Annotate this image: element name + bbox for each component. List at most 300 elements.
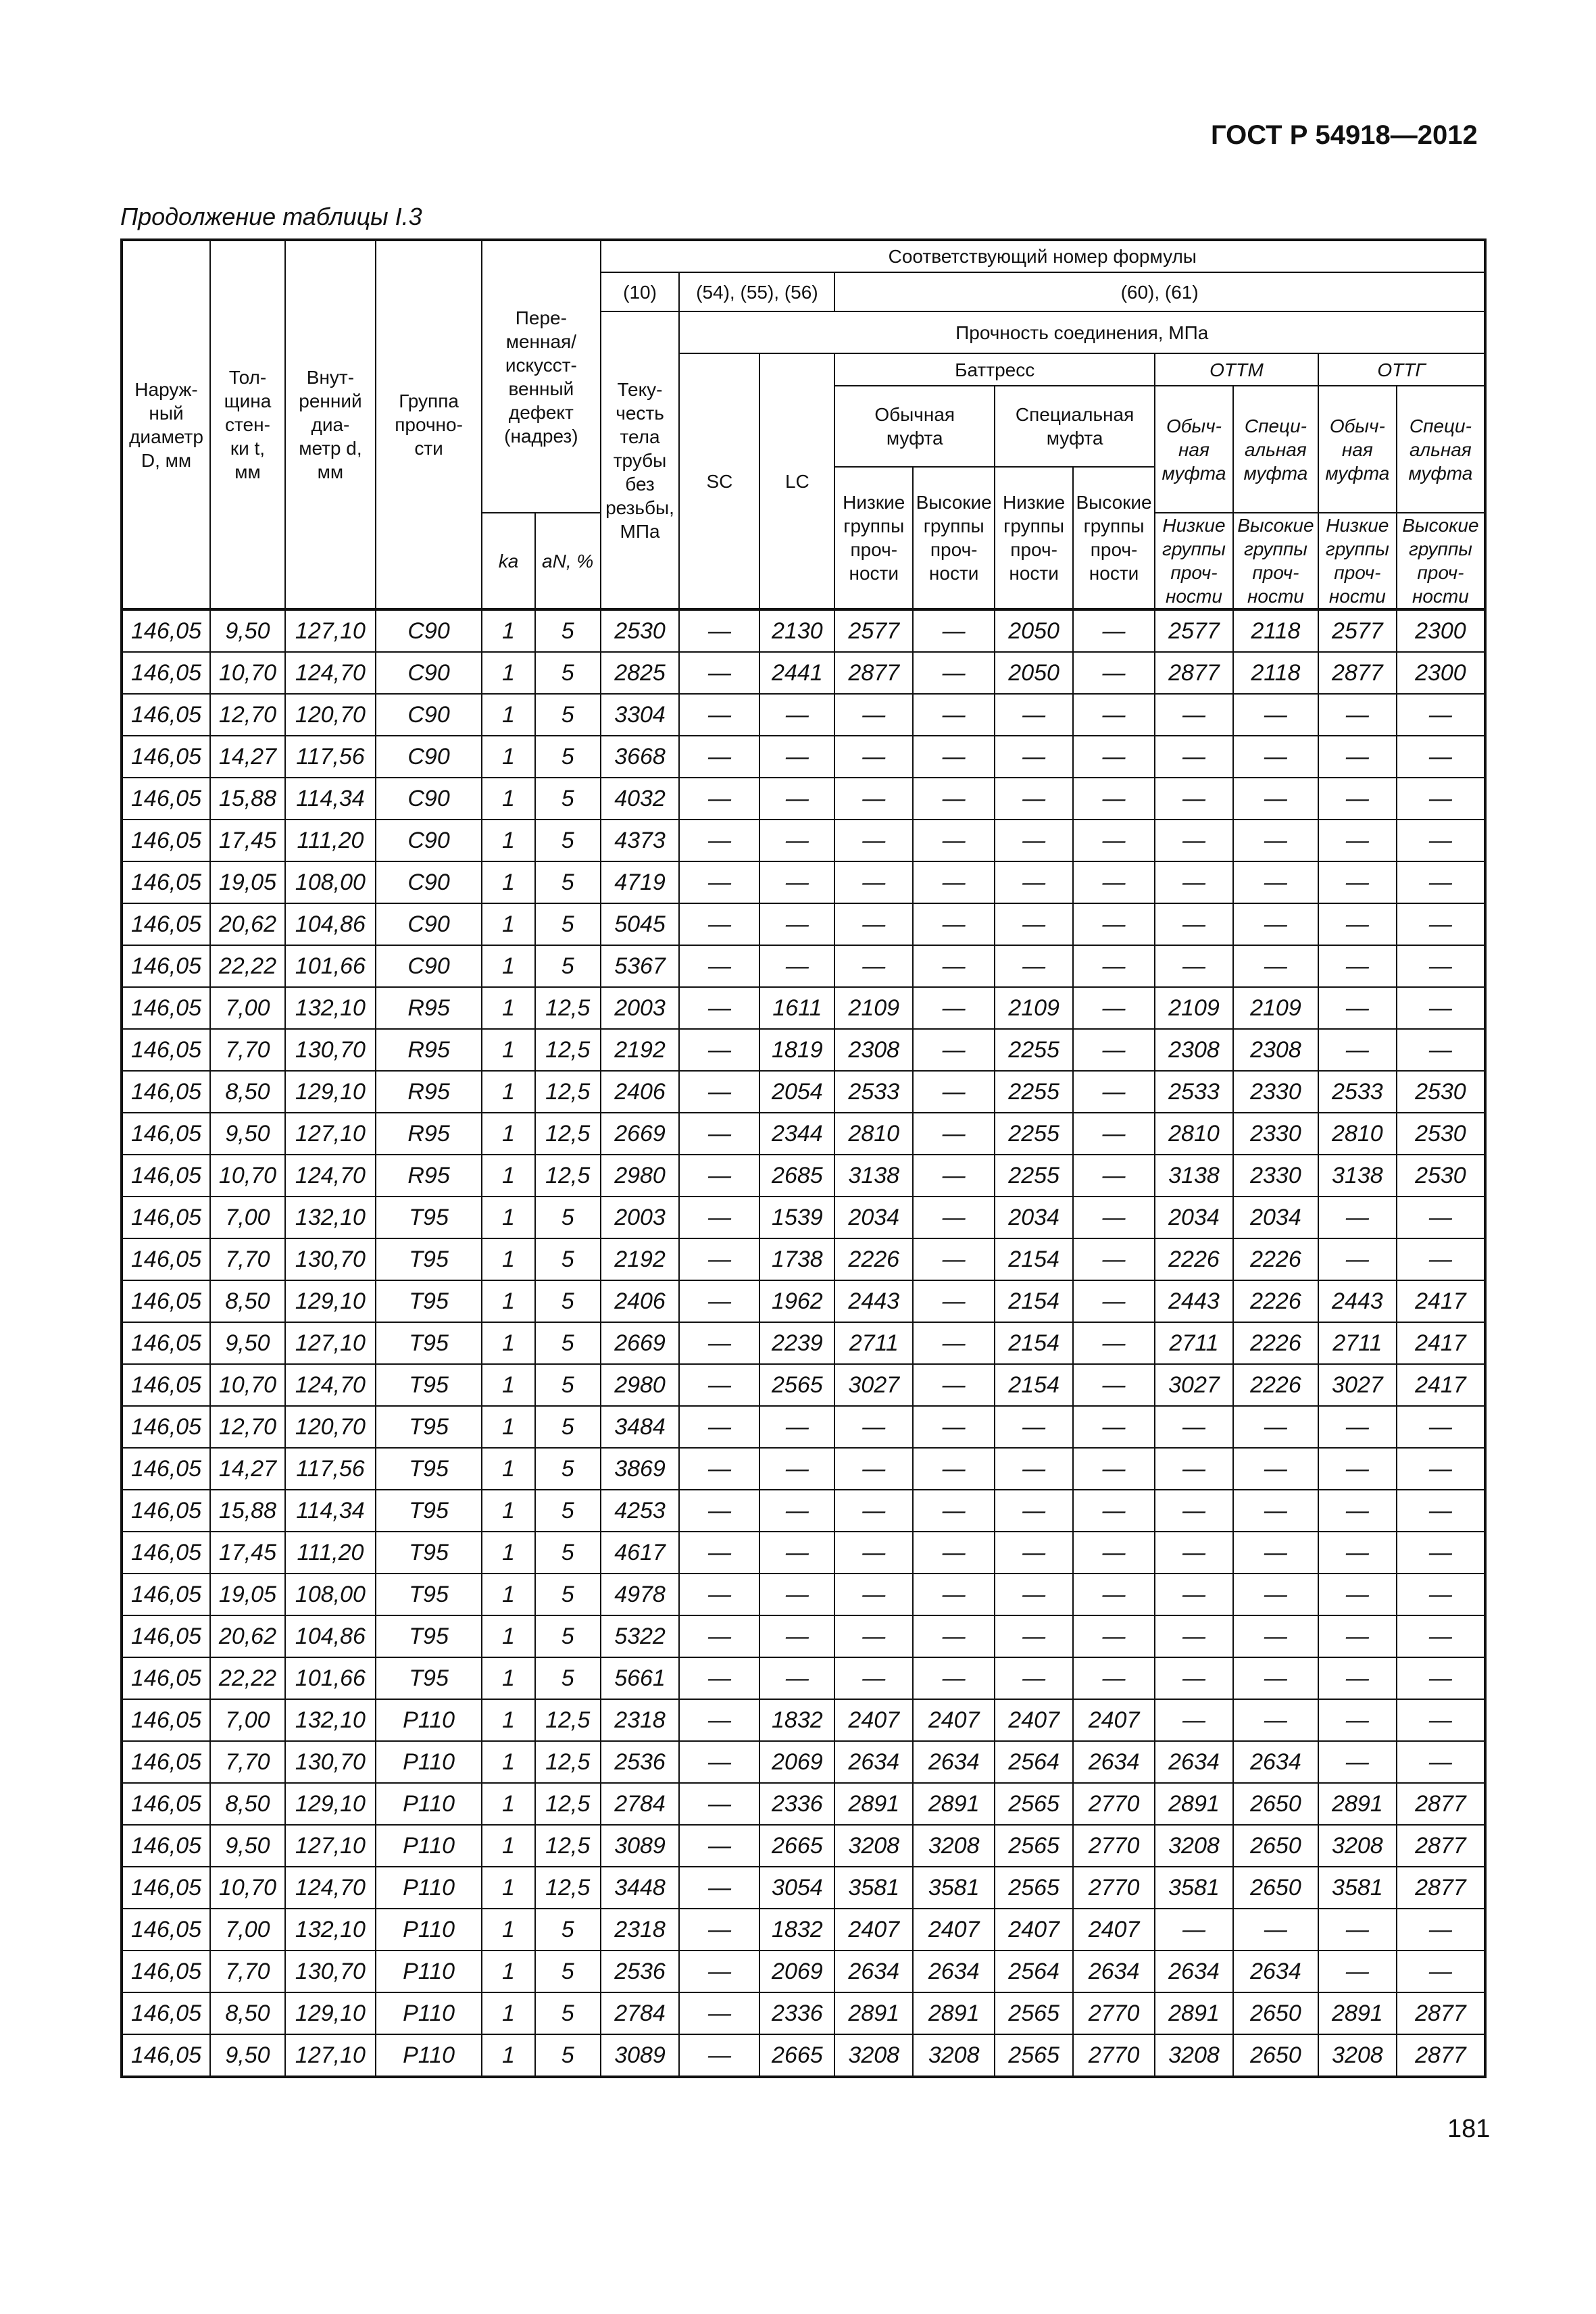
table-cell: — — [1233, 694, 1318, 736]
table-cell: P110 — [376, 1992, 482, 2034]
table-cell: — — [1073, 1657, 1155, 1699]
table-cell: 146,05 — [122, 778, 210, 820]
table-cell: 129,10 — [285, 1071, 376, 1113]
col-strength-group: Группа прочно- сти — [376, 240, 482, 609]
table-cell: — — [995, 694, 1073, 736]
table-cell: — — [1318, 1699, 1397, 1741]
table-cell: P110 — [376, 1783, 482, 1825]
table-cell: 2109 — [995, 987, 1073, 1029]
table-cell: — — [759, 861, 834, 903]
table-cell: 10,70 — [210, 652, 285, 694]
table-cell: 5 — [535, 945, 601, 987]
table-cell: — — [834, 945, 913, 987]
table-cell: 2669 — [601, 1322, 680, 1364]
table-cell: — — [1397, 1238, 1485, 1280]
table-cell: 132,10 — [285, 1699, 376, 1741]
table-cell: — — [913, 1490, 995, 1532]
table-cell: 3138 — [834, 1155, 913, 1197]
table-cell: — — [834, 1448, 913, 1490]
table-cell: 5 — [535, 2034, 601, 2077]
table-cell: 1 — [482, 861, 535, 903]
table-cell: 20,62 — [210, 1615, 285, 1657]
table-cell: 7,70 — [210, 1741, 285, 1783]
table-cell: — — [1073, 1029, 1155, 1071]
table-cell: — — [1397, 778, 1485, 820]
table-cell: — — [679, 652, 759, 694]
table-cell: — — [1073, 1615, 1155, 1657]
table-cell: 2565 — [759, 1364, 834, 1406]
table-cell: 3581 — [1155, 1867, 1233, 1909]
table-cell: — — [995, 1532, 1073, 1574]
table-cell: — — [679, 903, 759, 945]
table-row — [122, 1992, 1485, 2034]
table-cell: 3089 — [601, 2034, 680, 2077]
table-cell: 111,20 — [285, 1532, 376, 1574]
table-cell: 129,10 — [285, 1783, 376, 1825]
table-cell: — — [913, 1197, 995, 1238]
table-cell: — — [1073, 1532, 1155, 1574]
table-cell: 127,10 — [285, 609, 376, 652]
table-cell: 7,00 — [210, 1699, 285, 1741]
table-cell: T95 — [376, 1280, 482, 1322]
table-cell: 2407 — [834, 1909, 913, 1951]
table-cell: 146,05 — [122, 2034, 210, 2077]
table-cell: 2330 — [1233, 1071, 1318, 1113]
table-row — [122, 1280, 1485, 1322]
table-cell: P110 — [376, 1867, 482, 1909]
table-cell: — — [834, 736, 913, 778]
table-cell: — — [995, 778, 1073, 820]
joint-strength-header: Прочность соединения, МПа — [679, 311, 1485, 353]
table-cell: 10,70 — [210, 1364, 285, 1406]
table-cell: 2192 — [601, 1238, 680, 1280]
table-cell: 9,50 — [210, 2034, 285, 2077]
table-cell: — — [1397, 1406, 1485, 1448]
table-cell: — — [679, 2034, 759, 2077]
table-cell: 130,70 — [285, 1951, 376, 1992]
table-cell: — — [834, 1574, 913, 1615]
table-cell: 2154 — [995, 1322, 1073, 1364]
table-cell: 146,05 — [122, 694, 210, 736]
table-cell: 146,05 — [122, 609, 210, 652]
page-number: 181 — [1447, 2115, 1491, 2143]
table-cell: — — [1233, 1448, 1318, 1490]
table-cell: 129,10 — [285, 1280, 376, 1322]
table-cell: — — [1318, 694, 1397, 736]
table-cell: 5 — [535, 1532, 601, 1574]
table-cell: C90 — [376, 652, 482, 694]
table-cell: R95 — [376, 1071, 482, 1113]
table-cell: 2226 — [1233, 1322, 1318, 1364]
table-cell: 1 — [482, 1657, 535, 1699]
table-cell: 1 — [482, 1783, 535, 1825]
table-cell: — — [1318, 903, 1397, 945]
table-cell: — — [1233, 861, 1318, 903]
table-row — [122, 652, 1485, 694]
table-cell: 1962 — [759, 1280, 834, 1322]
table-cell: 3054 — [759, 1867, 834, 1909]
table-cell: 129,10 — [285, 1992, 376, 2034]
table-cell: — — [1073, 987, 1155, 1029]
table-cell: — — [679, 861, 759, 903]
table-cell: 132,10 — [285, 987, 376, 1029]
table-cell: 117,56 — [285, 1448, 376, 1490]
table-cell: 1 — [482, 1825, 535, 1867]
table-cell: 2634 — [1073, 1741, 1155, 1783]
table-cell: 2034 — [834, 1197, 913, 1238]
formula-10: (10) — [601, 272, 680, 311]
table-cell: 2109 — [834, 987, 913, 1029]
table-cell: 146,05 — [122, 1029, 210, 1071]
table-cell: — — [679, 1322, 759, 1364]
table-cell: 1 — [482, 1867, 535, 1909]
table-cell: 146,05 — [122, 1448, 210, 1490]
table-cell: — — [913, 736, 995, 778]
table-cell: 5 — [535, 1992, 601, 2034]
table-cell: — — [1397, 861, 1485, 903]
table-cell: 146,05 — [122, 861, 210, 903]
table-cell: — — [679, 820, 759, 861]
table-cell: 146,05 — [122, 1657, 210, 1699]
table-cell: T95 — [376, 1448, 482, 1490]
table-cell: 2069 — [759, 1951, 834, 1992]
table-cell: 2406 — [601, 1071, 680, 1113]
table-cell: 111,20 — [285, 820, 376, 861]
table-cell: 2565 — [995, 1825, 1073, 1867]
table-cell: 2565 — [995, 1992, 1073, 2034]
table-cell: — — [679, 1448, 759, 1490]
formula-60-61: (60), (61) — [834, 272, 1485, 311]
table-cell: — — [995, 945, 1073, 987]
table-cell: 2330 — [1233, 1155, 1318, 1197]
table-cell: 12,5 — [535, 1155, 601, 1197]
table-cell: 2308 — [1155, 1029, 1233, 1071]
table-cell: 1819 — [759, 1029, 834, 1071]
table-cell: — — [1233, 1574, 1318, 1615]
table-cell: — — [913, 1532, 995, 1574]
table-row — [122, 1238, 1485, 1280]
table-cell: 117,56 — [285, 736, 376, 778]
table-cell: — — [679, 736, 759, 778]
table-cell: — — [759, 945, 834, 987]
table-row — [122, 1783, 1485, 1825]
table-row — [122, 1615, 1485, 1657]
table-cell: — — [1397, 1197, 1485, 1238]
table-cell: 2407 — [995, 1909, 1073, 1951]
col-an: aN, % — [535, 513, 601, 609]
buttress-regular-coupling: Обычная муфта — [834, 386, 995, 467]
table-cell: 2891 — [913, 1783, 995, 1825]
table-cell: — — [913, 903, 995, 945]
table-cell: 2109 — [1155, 987, 1233, 1029]
table-cell: 124,70 — [285, 652, 376, 694]
table-cell: 3138 — [1155, 1155, 1233, 1197]
table-cell: — — [913, 1029, 995, 1071]
col-defect: Пере- менная/ искусст- венный дефект (надрез) — [482, 240, 600, 513]
table-cell: 1 — [482, 1448, 535, 1490]
table-cell: 2685 — [759, 1155, 834, 1197]
table-cell: — — [995, 1448, 1073, 1490]
table-cell: 1 — [482, 1490, 535, 1532]
table-cell: 1 — [482, 1992, 535, 2034]
table-cell: 5 — [535, 1951, 601, 1992]
table-cell: 9,50 — [210, 1825, 285, 1867]
table-cell: — — [1155, 1909, 1233, 1951]
table-cell: 5 — [535, 736, 601, 778]
table-cell: 2003 — [601, 1197, 680, 1238]
table-cell: 5367 — [601, 945, 680, 987]
table-cell: 1 — [482, 1197, 535, 1238]
table-cell: — — [1073, 945, 1155, 987]
table-cell: 1 — [482, 1951, 535, 1992]
table-cell: 146,05 — [122, 903, 210, 945]
table-cell: 10,70 — [210, 1867, 285, 1909]
table-cell: — — [913, 1364, 995, 1406]
table-cell: 2877 — [1155, 652, 1233, 694]
table-cell: — — [1155, 945, 1233, 987]
table-cell: — — [1073, 1113, 1155, 1155]
table-cell: 19,05 — [210, 1574, 285, 1615]
table-cell: — — [759, 1448, 834, 1490]
table-cell: 3869 — [601, 1448, 680, 1490]
table-cell: 7,00 — [210, 1909, 285, 1951]
table-cell: 1 — [482, 1741, 535, 1783]
table-row — [122, 1574, 1485, 1615]
table-cell: — — [995, 820, 1073, 861]
table-cell: 108,00 — [285, 1574, 376, 1615]
table-cell: — — [1073, 1071, 1155, 1113]
table-cell: — — [1073, 609, 1155, 652]
table-cell: — — [679, 1238, 759, 1280]
table-cell: — — [834, 861, 913, 903]
table-cell: 12,5 — [535, 1741, 601, 1783]
table-cell: 4719 — [601, 861, 680, 903]
table-cell: — — [913, 820, 995, 861]
table-cell: 2877 — [1397, 1783, 1485, 1825]
table-cell: 7,70 — [210, 1029, 285, 1071]
table-cell: 146,05 — [122, 1532, 210, 1574]
table-cell: 2770 — [1073, 1783, 1155, 1825]
table-row — [122, 1406, 1485, 1448]
table-cell: 130,70 — [285, 1741, 376, 1783]
table-cell: 1 — [482, 987, 535, 1029]
table-cell: — — [679, 609, 759, 652]
table-cell: 3208 — [1318, 1825, 1397, 1867]
table-cell: — — [679, 1406, 759, 1448]
table-cell: — — [1073, 1197, 1155, 1238]
table-cell: — — [679, 1197, 759, 1238]
ottg-regular-low: Низкие группы проч- ности — [1318, 513, 1397, 609]
table-cell: — — [995, 1657, 1073, 1699]
table-cell: 5 — [535, 1448, 601, 1490]
table-cell: R95 — [376, 1113, 482, 1155]
table-cell: — — [1233, 1699, 1318, 1741]
table-cell: 5 — [535, 1238, 601, 1280]
table-cell: 1 — [482, 1071, 535, 1113]
table-cell: — — [1397, 1699, 1485, 1741]
table-cell: 1 — [482, 778, 535, 820]
table-cell: T95 — [376, 1322, 482, 1364]
table-cell: 2810 — [1318, 1113, 1397, 1155]
table-cell: — — [1073, 736, 1155, 778]
table-cell: 2634 — [1073, 1951, 1155, 1992]
table-cell: 1832 — [759, 1699, 834, 1741]
table-cell: 4617 — [601, 1532, 680, 1574]
table-cell: 17,45 — [210, 1532, 285, 1574]
table-cell: — — [1397, 1029, 1485, 1071]
table-cell: — — [1073, 903, 1155, 945]
col-yield: Теку- честь тела трубы без резьбы, МПа — [601, 311, 680, 609]
table-cell: — — [834, 778, 913, 820]
table-cell: 3581 — [913, 1867, 995, 1909]
table-cell: 2533 — [834, 1071, 913, 1113]
table-cell: — — [1318, 1657, 1397, 1699]
ottm-regular-low: Низкие группы проч- ности — [1155, 513, 1233, 609]
table-cell: 2226 — [1233, 1280, 1318, 1322]
table-cell: 2980 — [601, 1155, 680, 1197]
table-cell: — — [1397, 820, 1485, 861]
table-cell: — — [1397, 1909, 1485, 1951]
table-cell: 2308 — [1233, 1029, 1318, 1071]
table-cell: 5 — [535, 652, 601, 694]
table-cell: — — [1073, 652, 1155, 694]
table-cell: 1 — [482, 2034, 535, 2077]
table-cell: — — [1318, 1238, 1397, 1280]
table-cell: — — [1318, 820, 1397, 861]
table-cell: — — [759, 1657, 834, 1699]
table-cell: — — [679, 1867, 759, 1909]
table-cell: — — [913, 694, 995, 736]
table-cell: — — [834, 1406, 913, 1448]
table-cell: 12,5 — [535, 1699, 601, 1741]
table-cell: 2069 — [759, 1741, 834, 1783]
table-cell: 1 — [482, 945, 535, 987]
standard-number: ГОСТ Р 54918—2012 — [1211, 120, 1478, 150]
table-cell: 146,05 — [122, 1071, 210, 1113]
table-cell: 5 — [535, 1615, 601, 1657]
table-cell: — — [679, 1615, 759, 1657]
table-cell: 2407 — [1073, 1909, 1155, 1951]
buttress-special-high: Высокие группы проч- ности — [1073, 467, 1155, 609]
table-cell: — — [679, 945, 759, 987]
table-cell: 2669 — [601, 1113, 680, 1155]
table-cell: 5 — [535, 1490, 601, 1532]
table-cell: — — [679, 1992, 759, 2034]
table-cell: 146,05 — [122, 1951, 210, 1992]
table-cell: 3089 — [601, 1825, 680, 1867]
table-cell: 2336 — [759, 1992, 834, 2034]
table-cell: 22,22 — [210, 1657, 285, 1699]
table-cell: — — [1233, 1406, 1318, 1448]
table-cell: 1 — [482, 1238, 535, 1280]
table-cell: 19,05 — [210, 861, 285, 903]
table-cell: 1 — [482, 1574, 535, 1615]
table-cell: 5 — [535, 1406, 601, 1448]
table-cell: 132,10 — [285, 1909, 376, 1951]
table-cell: 2407 — [913, 1699, 995, 1741]
table-cell: — — [1073, 1280, 1155, 1322]
table-cell: — — [995, 903, 1073, 945]
table-cell: 127,10 — [285, 1113, 376, 1155]
table-cell: 4978 — [601, 1574, 680, 1615]
table-cell: — — [759, 1490, 834, 1532]
table-cell: 2330 — [1233, 1113, 1318, 1155]
table-row — [122, 1448, 1485, 1490]
table-header — [122, 240, 1485, 609]
table-cell: 2192 — [601, 1029, 680, 1071]
table-cell: — — [1318, 861, 1397, 903]
table-cell: 2118 — [1233, 609, 1318, 652]
table-cell: — — [759, 1406, 834, 1448]
table-cell: 146,05 — [122, 1741, 210, 1783]
table-cell: 146,05 — [122, 1615, 210, 1657]
table-cell: — — [995, 1490, 1073, 1532]
table-cell: C90 — [376, 820, 482, 861]
table-cell: 1 — [482, 1364, 535, 1406]
table-cell: — — [913, 778, 995, 820]
buttress-regular-low: Низкие группы проч- ности — [834, 467, 913, 609]
table-cell: 8,50 — [210, 1783, 285, 1825]
table-cell: 2565 — [995, 1783, 1073, 1825]
table-cell: 12,5 — [535, 1825, 601, 1867]
table-cell: 146,05 — [122, 1113, 210, 1155]
table-cell: 1 — [482, 694, 535, 736]
table-cell: — — [1318, 1490, 1397, 1532]
table-row — [122, 609, 1485, 652]
table-cell: 2130 — [759, 609, 834, 652]
table-cell: 130,70 — [285, 1238, 376, 1280]
table-cell: 2226 — [1233, 1364, 1318, 1406]
table-cell: 2406 — [601, 1280, 680, 1322]
table-cell: — — [1155, 820, 1233, 861]
table-cell: 1 — [482, 1322, 535, 1364]
table-cell: 14,27 — [210, 736, 285, 778]
table-cell: 1 — [482, 1699, 535, 1741]
table-cell: 3208 — [834, 1825, 913, 1867]
table-cell: — — [759, 694, 834, 736]
table-cell: 3484 — [601, 1406, 680, 1448]
table-cell: 9,50 — [210, 609, 285, 652]
table-cell: — — [913, 945, 995, 987]
table-cell: — — [679, 1951, 759, 1992]
table-cell: — — [1233, 945, 1318, 987]
table-cell: 2634 — [913, 1741, 995, 1783]
table-cell: — — [1318, 945, 1397, 987]
table-cell: 7,00 — [210, 987, 285, 1029]
table-cell: C90 — [376, 736, 482, 778]
table-cell: 2300 — [1397, 609, 1485, 652]
table-cell: 2407 — [913, 1909, 995, 1951]
table-cell: 120,70 — [285, 1406, 376, 1448]
table-cell: 146,05 — [122, 1238, 210, 1280]
table-cell: 5 — [535, 903, 601, 945]
table-cell: — — [1155, 1615, 1233, 1657]
table-cell: — — [1318, 1741, 1397, 1783]
table-cell: 2634 — [1155, 1951, 1233, 1992]
table-cell: — — [1233, 778, 1318, 820]
ottg-special-high: Высокие группы проч- ности — [1397, 513, 1485, 609]
table-cell: 127,10 — [285, 1825, 376, 1867]
table-cell: R95 — [376, 1029, 482, 1071]
table-cell: 3304 — [601, 694, 680, 736]
table-cell: 120,70 — [285, 694, 376, 736]
table-cell: — — [679, 1741, 759, 1783]
table-row — [122, 778, 1485, 820]
table-cell: 2565 — [995, 1867, 1073, 1909]
table-cell: 7,70 — [210, 1951, 285, 1992]
table-cell: — — [1073, 1448, 1155, 1490]
table-cell: 7,70 — [210, 1238, 285, 1280]
